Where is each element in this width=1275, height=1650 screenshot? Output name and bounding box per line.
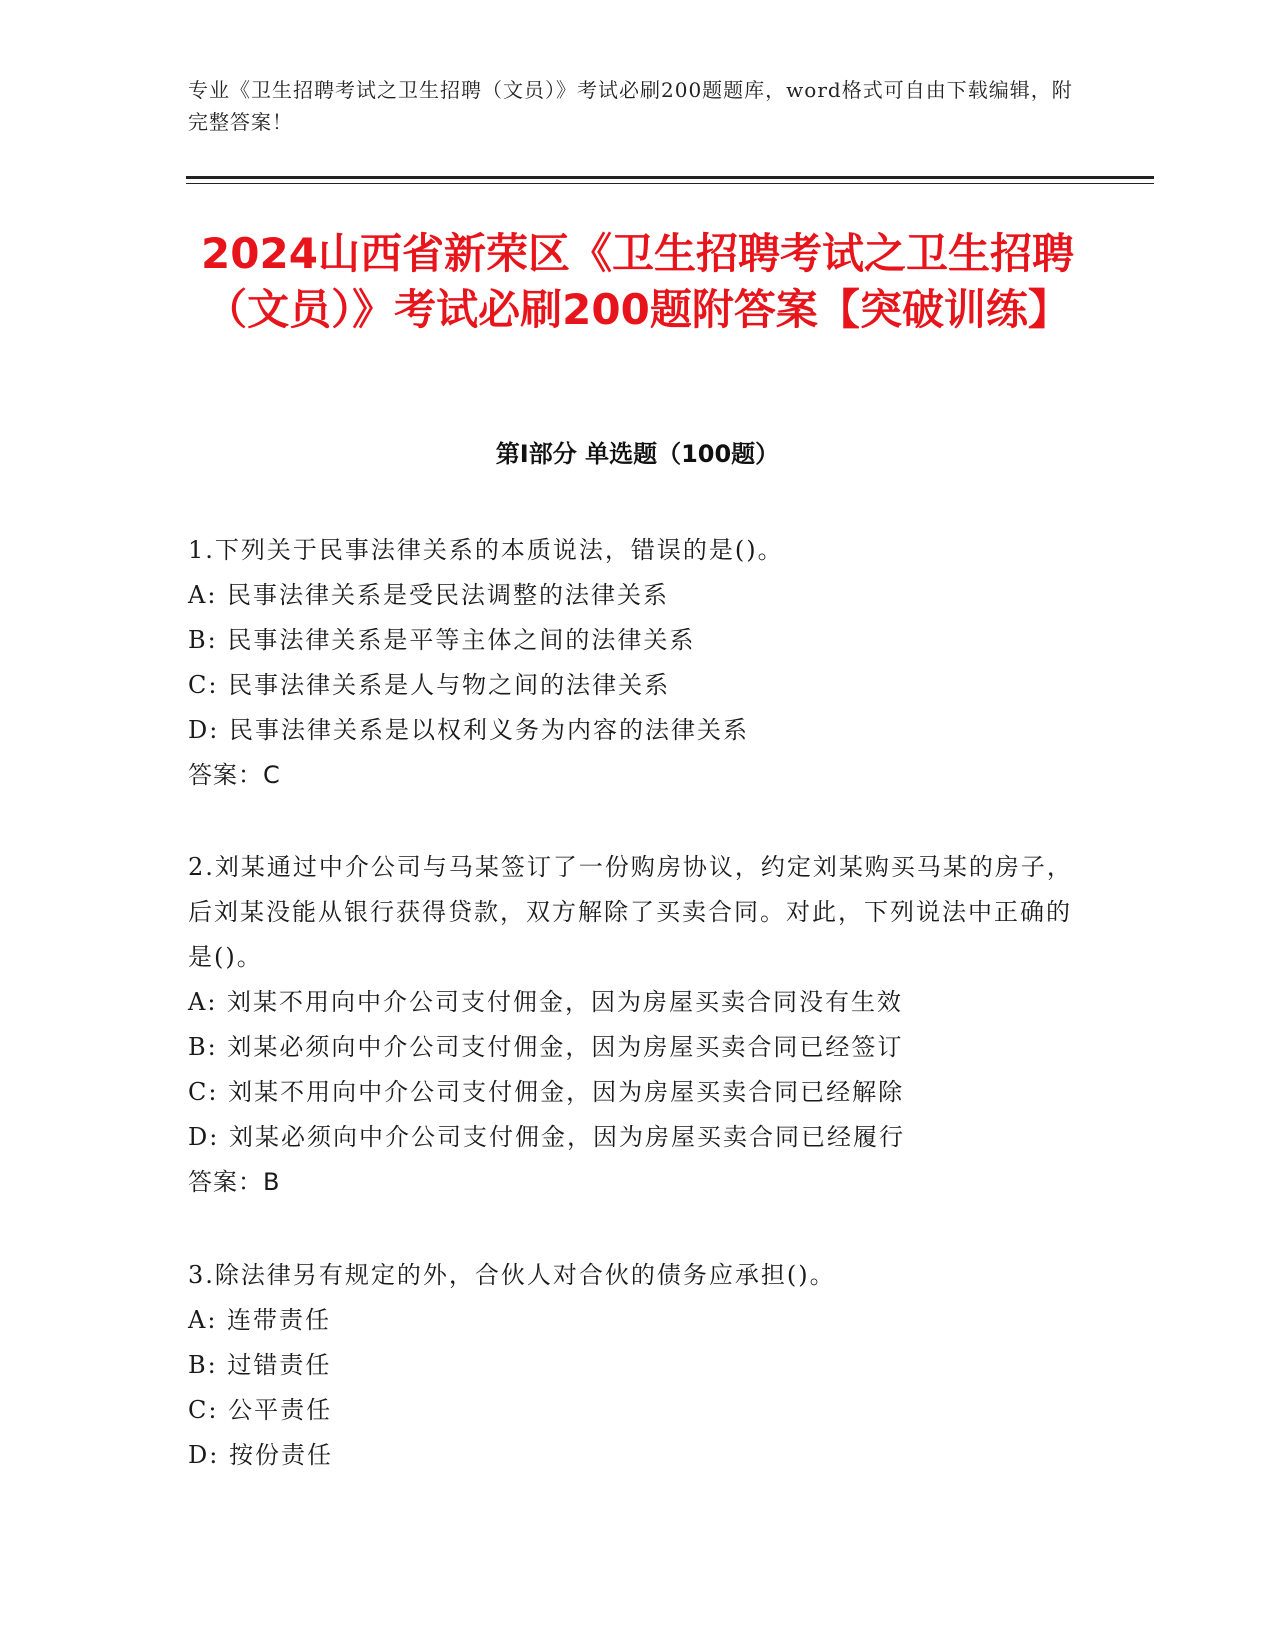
option-b: B: 民事法律关系是平等主体之间的法律关系 (188, 626, 696, 654)
option-c: C: 刘某不用向中介公司支付佣金，因为房屋买卖合同已经解除 (188, 1078, 905, 1106)
section-title: 第Ⅰ部分 单选题（100题） (495, 440, 780, 468)
option-b: B: 过错责任 (188, 1351, 332, 1379)
option-d: D: 按份责任 (188, 1441, 333, 1469)
option-b: B: 刘某必须向中介公司支付佣金，因为房屋买卖合同已经签订 (188, 1033, 904, 1061)
header-divider (186, 176, 1154, 179)
question-stem: 2.刘某通过中介公司与马某签订了一份购房协议，约定刘某购买马某的房子，后刘某没能从银行获得贷款，双方解除了买卖合同。对此，下列说法中正确的是()。 (188, 853, 1073, 971)
answer: 答案：C (188, 761, 281, 789)
header-note: 专业《卫生招聘考试之卫生招聘（文员）》考试必刷200题题库，word格式可自由下载编辑，附完整答案！ (188, 78, 1073, 134)
question-stem: 1.下列关于民事法律关系的本质说法，错误的是()。 (188, 536, 784, 564)
question-2 (188, 845, 1088, 1205)
option-a: A: 刘某不用向中介公司支付佣金，因为房屋买卖合同没有生效 (188, 988, 904, 1016)
question-1 (188, 528, 1088, 798)
option-a: A: 连带责任 (188, 1306, 332, 1334)
question-3 (188, 1253, 1088, 1478)
document-title: 2024山西省新荣区《卫生招聘考试之卫生招聘（文员）》考试必刷200题附答案【突破训练】 (201, 229, 1074, 334)
header-divider-thin (186, 183, 1154, 184)
option-d: D: 刘某必须向中介公司支付佣金，因为房屋买卖合同已经履行 (188, 1123, 905, 1151)
option-a: A: 民事法律关系是受民法调整的法律关系 (188, 581, 670, 609)
question-stem: 3.除法律另有规定的外，合伙人对合伙的债务应承担()。 (188, 1261, 836, 1289)
option-c: C: 公平责任 (188, 1396, 333, 1424)
option-c: C: 民事法律关系是人与物之间的法律关系 (188, 671, 671, 699)
answer: 答案：B (188, 1168, 281, 1196)
option-d: D: 民事法律关系是以权利义务为内容的法律关系 (188, 716, 749, 744)
